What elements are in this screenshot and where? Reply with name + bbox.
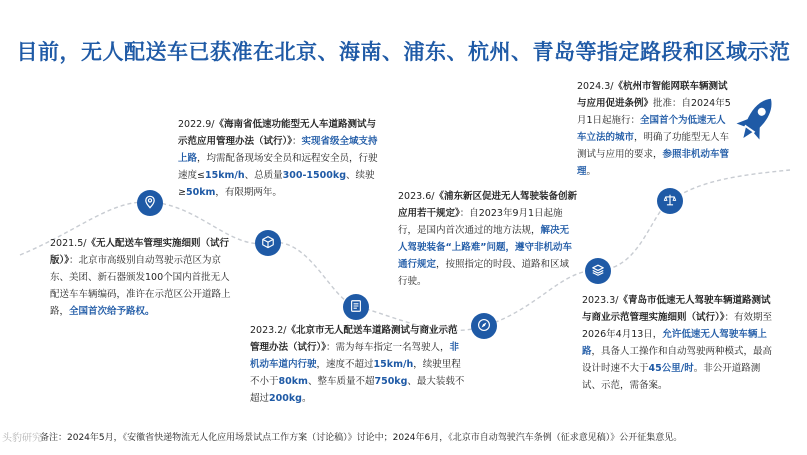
event-law: 《青岛市低速无人驾驶车辆道路测试与商业示范管理实施细则（试行）》 — [582, 295, 771, 323]
rocket-icon — [732, 92, 780, 148]
event-text: ：自2023年9月1日起施行，是国内首次通过的地方法规， — [398, 208, 563, 236]
layers-icon — [591, 262, 605, 281]
compass-icon — [477, 317, 491, 336]
event-date: 2022.9/ — [178, 119, 215, 130]
page-title: 目前，无人配送车已获准在北京、海南、浦东、杭州、青岛等指定路段和区域示范 — [16, 40, 791, 64]
event-highlight: 非机动车道内行驶 — [250, 342, 460, 370]
event-text: ，有限期两年。 — [215, 187, 282, 198]
event-law: 《北京市无人配送车道路测试与商业示范管理办法（试行）》 — [250, 325, 458, 353]
event-text: ，均需配备现场安全员和远程安全员，行驶速度≤ — [178, 153, 378, 181]
event-2023-2 — [250, 322, 465, 407]
event-text: ，速度不超过 — [316, 359, 374, 370]
event-text: 。 — [301, 393, 312, 404]
event-2023-6 — [398, 188, 578, 290]
event-text: 批准：自2024年5月1日起施行： — [577, 98, 731, 126]
event-date: 2023.6/ — [398, 191, 435, 202]
event-text: ，按照指定的时段、道路和区域行驶。 — [398, 259, 570, 287]
event-text: ：有效期至2026年4月13日， — [582, 312, 773, 340]
event-law: 《无人配送车管理实施细则（试行版）》 — [50, 238, 229, 266]
event-text: 。 — [586, 166, 597, 177]
event-text: ：需为每车指定一名驾驶人， — [326, 342, 450, 353]
event-law: 《杭州市智能网联车辆测试与应用促进条例》 — [577, 81, 728, 109]
event-text: 、总质量 — [244, 170, 283, 181]
event-highlight: 解决无人驾驶装备“上路难”问题，遵守非机动车通行规定 — [398, 225, 572, 270]
event-highlight: 参照非机动车管理 — [577, 149, 730, 177]
event-highlight: 15km/h — [204, 170, 245, 181]
event-text: ： — [292, 136, 302, 147]
footnote: 备注：2024年5月，《安徽省快递物流无人化应用场景试点工作方案（讨论稿）》讨论中；2024年6月，《北京市自动驾驶汽车条例（征求意见稿）》公开征集意见。 — [40, 433, 683, 443]
node-2024 — [657, 188, 683, 214]
location-pin-icon — [143, 194, 157, 213]
node-2023-2 — [343, 294, 369, 320]
event-text: 、续驶≥ — [178, 170, 375, 198]
event-highlight: 实现省级全域支持上路 — [178, 136, 378, 164]
cube-icon — [261, 234, 275, 253]
event-date: 2024.3/ — [577, 81, 614, 92]
scales-icon — [663, 192, 677, 211]
event-text: ：北京市高级别自动驾驶示范区为京东、美团、新石器颁发100个国内首批无人配送车车辆编码，准许在示范区公开道路上路， — [50, 255, 231, 317]
event-highlight: 80km — [278, 376, 308, 387]
event-text: 、整车质量不超 — [307, 376, 375, 387]
node-2023-6 — [471, 313, 497, 339]
watermark: 头豹研究 — [2, 433, 42, 444]
event-2021 — [50, 235, 236, 320]
event-text: 。非公开道路测试、示范，需备案。 — [582, 363, 761, 391]
event-2023-3 — [582, 292, 778, 394]
event-2024 — [577, 78, 733, 180]
event-law: 《海南省低速功能型无人车道路测试与示范应用管理办法（试行）》 — [178, 119, 376, 147]
event-highlight: 允许低速无人驾驶车辆上路 — [582, 329, 767, 357]
event-text: ，具备人工操作和自动驾驶两种模式，最高设计时速不大于 — [582, 346, 773, 374]
event-text: ，明确了功能型无人车测试与应用的要求， — [577, 132, 730, 160]
event-highlight: 45公里/时 — [648, 363, 694, 374]
node-2023-3 — [585, 258, 611, 284]
event-highlight: 全国首个为低速无人车立法的城市 — [577, 115, 726, 143]
event-date: 2023.3/ — [582, 295, 619, 306]
document-icon — [349, 298, 363, 317]
event-highlight: 750kg — [374, 376, 408, 387]
event-text: ，续驶里程不小于 — [250, 359, 461, 387]
event-date: 2023.2/ — [250, 325, 287, 336]
event-law: 《浦东新区促进无人驾驶装备创新应用若干规定》 — [398, 191, 577, 219]
event-highlight: 全国首次给予路权。 — [69, 306, 155, 317]
event-2022 — [178, 116, 383, 201]
event-highlight: 300-1500kg — [282, 170, 346, 181]
event-highlight: 15km/h — [373, 359, 414, 370]
node-2022 — [255, 230, 281, 256]
event-highlight: 50km — [185, 187, 216, 198]
event-text: 、最大装载不超过 — [250, 376, 465, 404]
event-date: 2021.5/ — [50, 238, 87, 249]
node-2021 — [137, 190, 163, 216]
event-highlight: 200kg — [269, 393, 302, 404]
